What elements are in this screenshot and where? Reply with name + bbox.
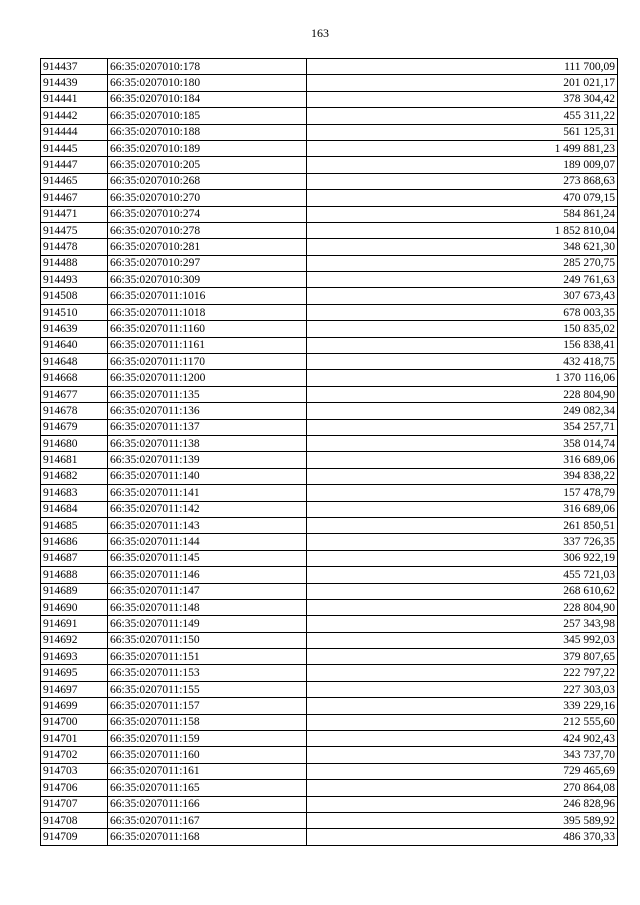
row-id-cell: 914437 [41, 59, 108, 75]
row-id-cell: 914706 [41, 780, 108, 796]
table-row [41, 304, 618, 320]
cadastral-number-cell: 66:35:0207011:166 [108, 796, 307, 812]
cadastral-number-cell: 66:35:0207011:150 [108, 632, 307, 648]
cadastral-number-cell: 66:35:0207011:139 [108, 452, 307, 468]
table-row [41, 370, 618, 386]
table-row [41, 567, 618, 583]
table-row [41, 714, 618, 730]
table-row [41, 337, 618, 353]
amount-cell: 395 589,92 [307, 812, 618, 828]
table-row [41, 321, 618, 337]
table-row [41, 812, 618, 828]
table-row [41, 452, 618, 468]
table-row [41, 222, 618, 238]
amount-cell: 270 864,08 [307, 780, 618, 796]
amount-cell: 345 992,03 [307, 632, 618, 648]
amount-cell: 261 850,51 [307, 517, 618, 533]
cadastral-number-cell: 66:35:0207011:140 [108, 468, 307, 484]
row-id-cell: 914690 [41, 599, 108, 615]
amount-cell: 249 082,34 [307, 403, 618, 419]
amount-cell: 343 737,70 [307, 747, 618, 763]
amount-cell: 316 689,06 [307, 501, 618, 517]
table-row [41, 255, 618, 271]
amount-cell: 486 370,33 [307, 829, 618, 845]
cadastral-number-cell: 66:35:0207011:138 [108, 435, 307, 451]
table-row [41, 157, 618, 173]
amount-cell: 268 610,62 [307, 583, 618, 599]
amount-cell: 339 229,16 [307, 698, 618, 714]
row-id-cell: 914682 [41, 468, 108, 484]
amount-cell: 1 370 116,06 [307, 370, 618, 386]
table-row [41, 124, 618, 140]
cadastral-number-cell: 66:35:0207011:151 [108, 649, 307, 665]
cadastral-number-cell: 66:35:0207011:160 [108, 747, 307, 763]
amount-cell: 432 418,75 [307, 354, 618, 370]
cadastral-number-cell: 66:35:0207010:178 [108, 59, 307, 75]
amount-cell: 212 555,60 [307, 714, 618, 730]
row-id-cell: 914684 [41, 501, 108, 517]
row-id-cell: 914478 [41, 239, 108, 255]
amount-cell: 201 021,17 [307, 75, 618, 91]
cadastral-number-cell: 66:35:0207011:1016 [108, 288, 307, 304]
row-id-cell: 914648 [41, 354, 108, 370]
amount-cell: 228 804,90 [307, 599, 618, 615]
amount-cell: 379 807,65 [307, 649, 618, 665]
amount-cell: 470 079,15 [307, 190, 618, 206]
cadastral-number-cell: 66:35:0207010:270 [108, 190, 307, 206]
amount-cell: 227 303,03 [307, 681, 618, 697]
cadastral-number-cell: 66:35:0207011:136 [108, 403, 307, 419]
row-id-cell: 914703 [41, 763, 108, 779]
cadastral-number-cell: 66:35:0207011:1161 [108, 337, 307, 353]
table-row [41, 173, 618, 189]
row-id-cell: 914687 [41, 550, 108, 566]
cadastral-number-cell: 66:35:0207010:184 [108, 91, 307, 107]
row-id-cell: 914680 [41, 435, 108, 451]
table-row [41, 403, 618, 419]
table-row [41, 632, 618, 648]
cadastral-number-cell: 66:35:0207010:268 [108, 173, 307, 189]
table-row [41, 599, 618, 615]
row-id-cell: 914444 [41, 124, 108, 140]
table-row [41, 485, 618, 501]
amount-cell: 257 343,98 [307, 616, 618, 632]
row-id-cell: 914441 [41, 91, 108, 107]
amount-cell: 150 835,02 [307, 321, 618, 337]
cadastral-number-cell: 66:35:0207010:185 [108, 108, 307, 124]
table-row [41, 272, 618, 288]
amount-cell: 561 125,31 [307, 124, 618, 140]
cadastral-number-cell: 66:35:0207010:309 [108, 272, 307, 288]
row-id-cell: 914475 [41, 222, 108, 238]
amount-cell: 222 797,22 [307, 665, 618, 681]
amount-cell: 246 828,96 [307, 796, 618, 812]
row-id-cell: 914689 [41, 583, 108, 599]
row-id-cell: 914692 [41, 632, 108, 648]
cadastral-number-cell: 66:35:0207010:278 [108, 222, 307, 238]
row-id-cell: 914447 [41, 157, 108, 173]
row-id-cell: 914695 [41, 665, 108, 681]
cadastral-number-cell: 66:35:0207010:180 [108, 75, 307, 91]
cadastral-number-cell: 66:35:0207011:157 [108, 698, 307, 714]
table-row [41, 780, 618, 796]
table-row [41, 435, 618, 451]
cadastral-number-cell: 66:35:0207010:297 [108, 255, 307, 271]
table-row [41, 91, 618, 107]
table-row [41, 288, 618, 304]
amount-cell: 316 689,06 [307, 452, 618, 468]
amount-cell: 189 009,07 [307, 157, 618, 173]
cadastral-number-cell: 66:35:0207011:168 [108, 829, 307, 845]
amount-cell: 307 673,43 [307, 288, 618, 304]
table-row [41, 501, 618, 517]
amount-cell: 1 499 881,23 [307, 140, 618, 156]
cadastral-number-cell: 66:35:0207011:142 [108, 501, 307, 517]
table-row [41, 517, 618, 533]
table-row [41, 681, 618, 697]
table-row [41, 649, 618, 665]
row-id-cell: 914693 [41, 649, 108, 665]
amount-cell: 306 922,19 [307, 550, 618, 566]
cadastral-number-cell: 66:35:0207010:188 [108, 124, 307, 140]
row-id-cell: 914701 [41, 731, 108, 747]
cadastral-number-cell: 66:35:0207010:281 [108, 239, 307, 255]
cadastral-number-cell: 66:35:0207011:161 [108, 763, 307, 779]
table-row [41, 239, 618, 255]
cadastral-number-cell: 66:35:0207011:143 [108, 517, 307, 533]
row-id-cell: 914493 [41, 272, 108, 288]
row-id-cell: 914699 [41, 698, 108, 714]
table-row [41, 665, 618, 681]
row-id-cell: 914685 [41, 517, 108, 533]
row-id-cell: 914686 [41, 534, 108, 550]
amount-cell: 584 861,24 [307, 206, 618, 222]
cadastral-number-cell: 66:35:0207011:146 [108, 567, 307, 583]
cadastral-number-cell: 66:35:0207011:137 [108, 419, 307, 435]
table-row [41, 550, 618, 566]
row-id-cell: 914488 [41, 255, 108, 271]
row-id-cell: 914702 [41, 747, 108, 763]
row-id-cell: 914681 [41, 452, 108, 468]
row-id-cell: 914639 [41, 321, 108, 337]
row-id-cell: 914709 [41, 829, 108, 845]
table-row [41, 616, 618, 632]
row-id-cell: 914467 [41, 190, 108, 206]
table-row [41, 698, 618, 714]
amount-cell: 358 014,74 [307, 435, 618, 451]
row-id-cell: 914439 [41, 75, 108, 91]
cadastral-number-cell: 66:35:0207011:165 [108, 780, 307, 796]
cadastral-number-cell: 66:35:0207011:148 [108, 599, 307, 615]
cadastral-number-cell: 66:35:0207011:141 [108, 485, 307, 501]
amount-cell: 729 465,69 [307, 763, 618, 779]
amount-cell: 228 804,90 [307, 386, 618, 402]
cadastral-number-cell: 66:35:0207011:159 [108, 731, 307, 747]
table-row [41, 583, 618, 599]
page-number: 163 [311, 26, 329, 40]
amount-cell: 111 700,09 [307, 59, 618, 75]
amount-cell: 285 270,75 [307, 255, 618, 271]
amount-cell: 678 003,35 [307, 304, 618, 320]
row-id-cell: 914678 [41, 403, 108, 419]
registry-table [40, 58, 618, 846]
row-id-cell: 914668 [41, 370, 108, 386]
row-id-cell: 914508 [41, 288, 108, 304]
amount-cell: 455 721,03 [307, 567, 618, 583]
table-row [41, 140, 618, 156]
cadastral-number-cell: 66:35:0207011:1160 [108, 321, 307, 337]
row-id-cell: 914679 [41, 419, 108, 435]
row-id-cell: 914465 [41, 173, 108, 189]
cadastral-number-cell: 66:35:0207011:145 [108, 550, 307, 566]
cadastral-number-cell: 66:35:0207011:158 [108, 714, 307, 730]
cadastral-number-cell: 66:35:0207011:149 [108, 616, 307, 632]
amount-cell: 348 621,30 [307, 239, 618, 255]
amount-cell: 455 311,22 [307, 108, 618, 124]
amount-cell: 1 852 810,04 [307, 222, 618, 238]
row-id-cell: 914640 [41, 337, 108, 353]
table-row [41, 190, 618, 206]
amount-cell: 354 257,71 [307, 419, 618, 435]
row-id-cell: 914442 [41, 108, 108, 124]
cadastral-number-cell: 66:35:0207010:274 [108, 206, 307, 222]
cadastral-number-cell: 66:35:0207011:147 [108, 583, 307, 599]
cadastral-number-cell: 66:35:0207010:189 [108, 140, 307, 156]
table-row [41, 108, 618, 124]
amount-cell: 394 838,22 [307, 468, 618, 484]
row-id-cell: 914697 [41, 681, 108, 697]
cadastral-number-cell: 66:35:0207011:1018 [108, 304, 307, 320]
row-id-cell: 914688 [41, 567, 108, 583]
row-id-cell: 914510 [41, 304, 108, 320]
table-row [41, 386, 618, 402]
table-row [41, 468, 618, 484]
row-id-cell: 914700 [41, 714, 108, 730]
table-row [41, 534, 618, 550]
amount-cell: 157 478,79 [307, 485, 618, 501]
row-id-cell: 914708 [41, 812, 108, 828]
table-row [41, 796, 618, 812]
cadastral-number-cell: 66:35:0207011:155 [108, 681, 307, 697]
row-id-cell: 914677 [41, 386, 108, 402]
cadastral-number-cell: 66:35:0207011:1170 [108, 354, 307, 370]
amount-cell: 249 761,63 [307, 272, 618, 288]
cadastral-number-cell: 66:35:0207011:167 [108, 812, 307, 828]
cadastral-number-cell: 66:35:0207011:144 [108, 534, 307, 550]
row-id-cell: 914691 [41, 616, 108, 632]
amount-cell: 424 902,43 [307, 731, 618, 747]
amount-cell: 378 304,42 [307, 91, 618, 107]
row-id-cell: 914445 [41, 140, 108, 156]
amount-cell: 273 868,63 [307, 173, 618, 189]
table-row [41, 829, 618, 845]
cadastral-number-cell: 66:35:0207010:205 [108, 157, 307, 173]
table-row [41, 206, 618, 222]
table-row [41, 731, 618, 747]
row-id-cell: 914683 [41, 485, 108, 501]
cadastral-number-cell: 66:35:0207011:1200 [108, 370, 307, 386]
table-row [41, 763, 618, 779]
table-row [41, 419, 618, 435]
amount-cell: 337 726,35 [307, 534, 618, 550]
table-row [41, 59, 618, 75]
cadastral-number-cell: 66:35:0207011:135 [108, 386, 307, 402]
table-row [41, 75, 618, 91]
table-row [41, 747, 618, 763]
amount-cell: 156 838,41 [307, 337, 618, 353]
cadastral-number-cell: 66:35:0207011:153 [108, 665, 307, 681]
registry-table-body [41, 59, 618, 846]
row-id-cell: 914471 [41, 206, 108, 222]
row-id-cell: 914707 [41, 796, 108, 812]
table-row [41, 354, 618, 370]
